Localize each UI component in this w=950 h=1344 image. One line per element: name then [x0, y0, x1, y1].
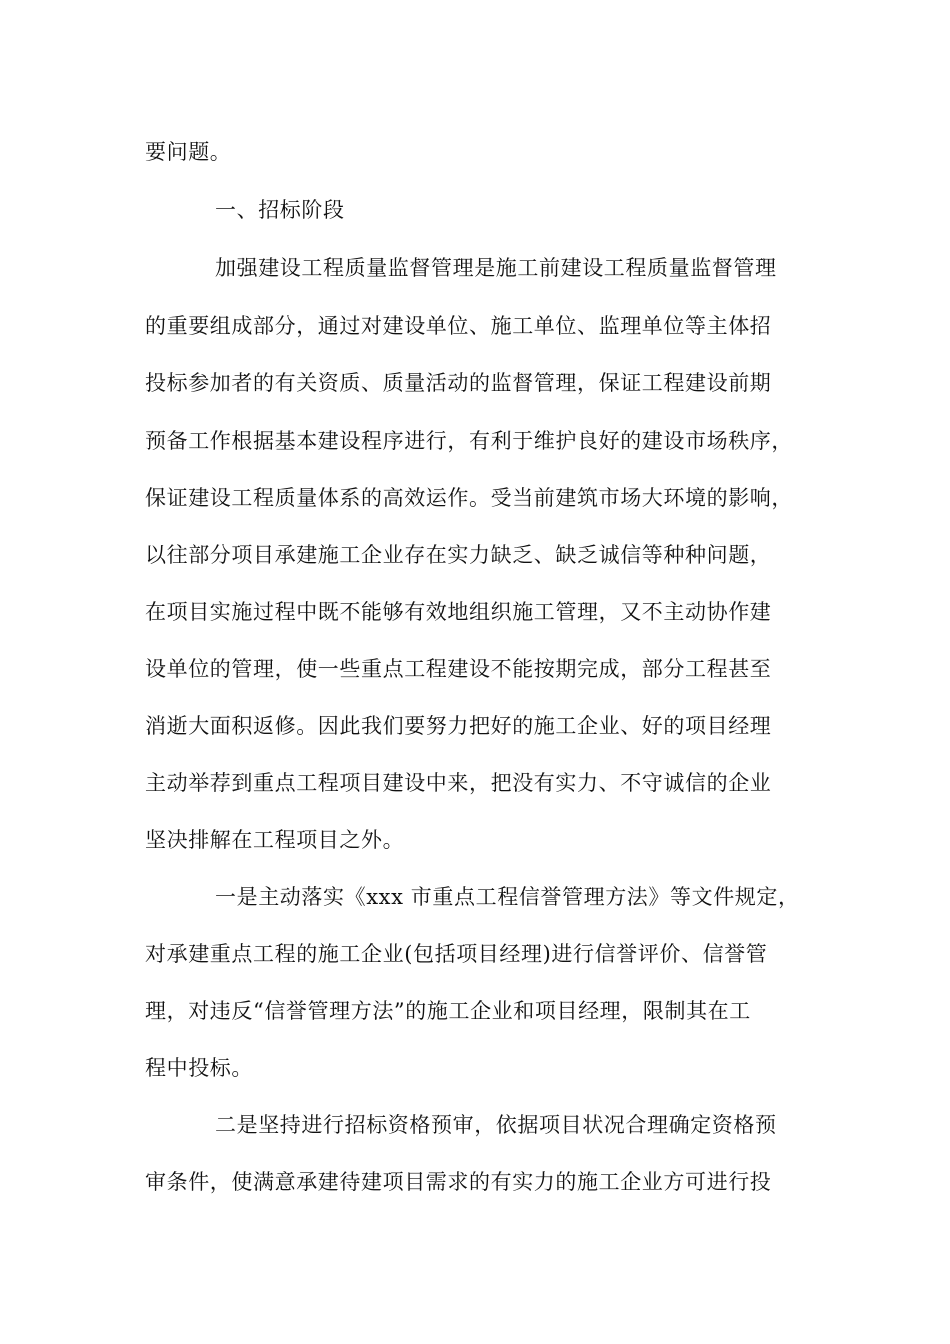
text-line: 保证建设工程质量体系的高效运作。受当前建筑市场大环境的影响， [145, 486, 793, 510]
text-line: 坚决排解在工程项目之外。 [145, 828, 405, 852]
text-line: 以往部分项目承建施工企业存在实力缺乏、缺乏诚信等种种问题， [145, 543, 772, 567]
text-line: 二是坚持进行招标资格预审，依据项目状况合理确定资格预 [215, 1113, 777, 1137]
text-line: 要问题。 [145, 140, 232, 164]
text-line: 在项目实施过程中既不能够有效地组织施工管理，又不主动协作建 [145, 600, 772, 624]
text-line: 投标参加者的有关资质、质量活动的监督管理，保证工程建设前期 [145, 371, 772, 395]
text-line: 理，对违反“信誉管理方法”的施工企业和项目经理，限制其在工 [145, 999, 751, 1023]
text-line: 设单位的管理，使一些重点工程建设不能按期完成，部分工程甚至 [145, 657, 772, 681]
section-heading: 一、招标阶段 [215, 198, 345, 222]
text-line: 加强建设工程质量监督管理是施工前建设工程质量监督管理 [215, 256, 777, 280]
text-line: 预备工作根据基本建设程序进行，有利于维护良好的建设市场秩序， [145, 429, 793, 453]
text-line: 对承建重点工程的施工企业(包括项目经理)进行信誉评价、信誉管 [145, 942, 768, 966]
text-line: 的重要组成部分，通过对建设单位、施工单位、监理单位等主体招 [145, 314, 772, 338]
text-line: 主动举荐到重点工程项目建设中来，把没有实力、不守诚信的企业 [145, 771, 772, 795]
text-line: 审条件，使满意承建待建项目需求的有实力的施工企业方可进行投 [145, 1170, 772, 1194]
text-line: 程中投标。 [145, 1056, 253, 1080]
text-line: 一是主动落实《xxx 市重点工程信誉管理方法》等文件规定， [215, 885, 800, 909]
text-line: 消逝大面积返修。因此我们要努力把好的施工企业、好的项目经理 [145, 714, 772, 738]
